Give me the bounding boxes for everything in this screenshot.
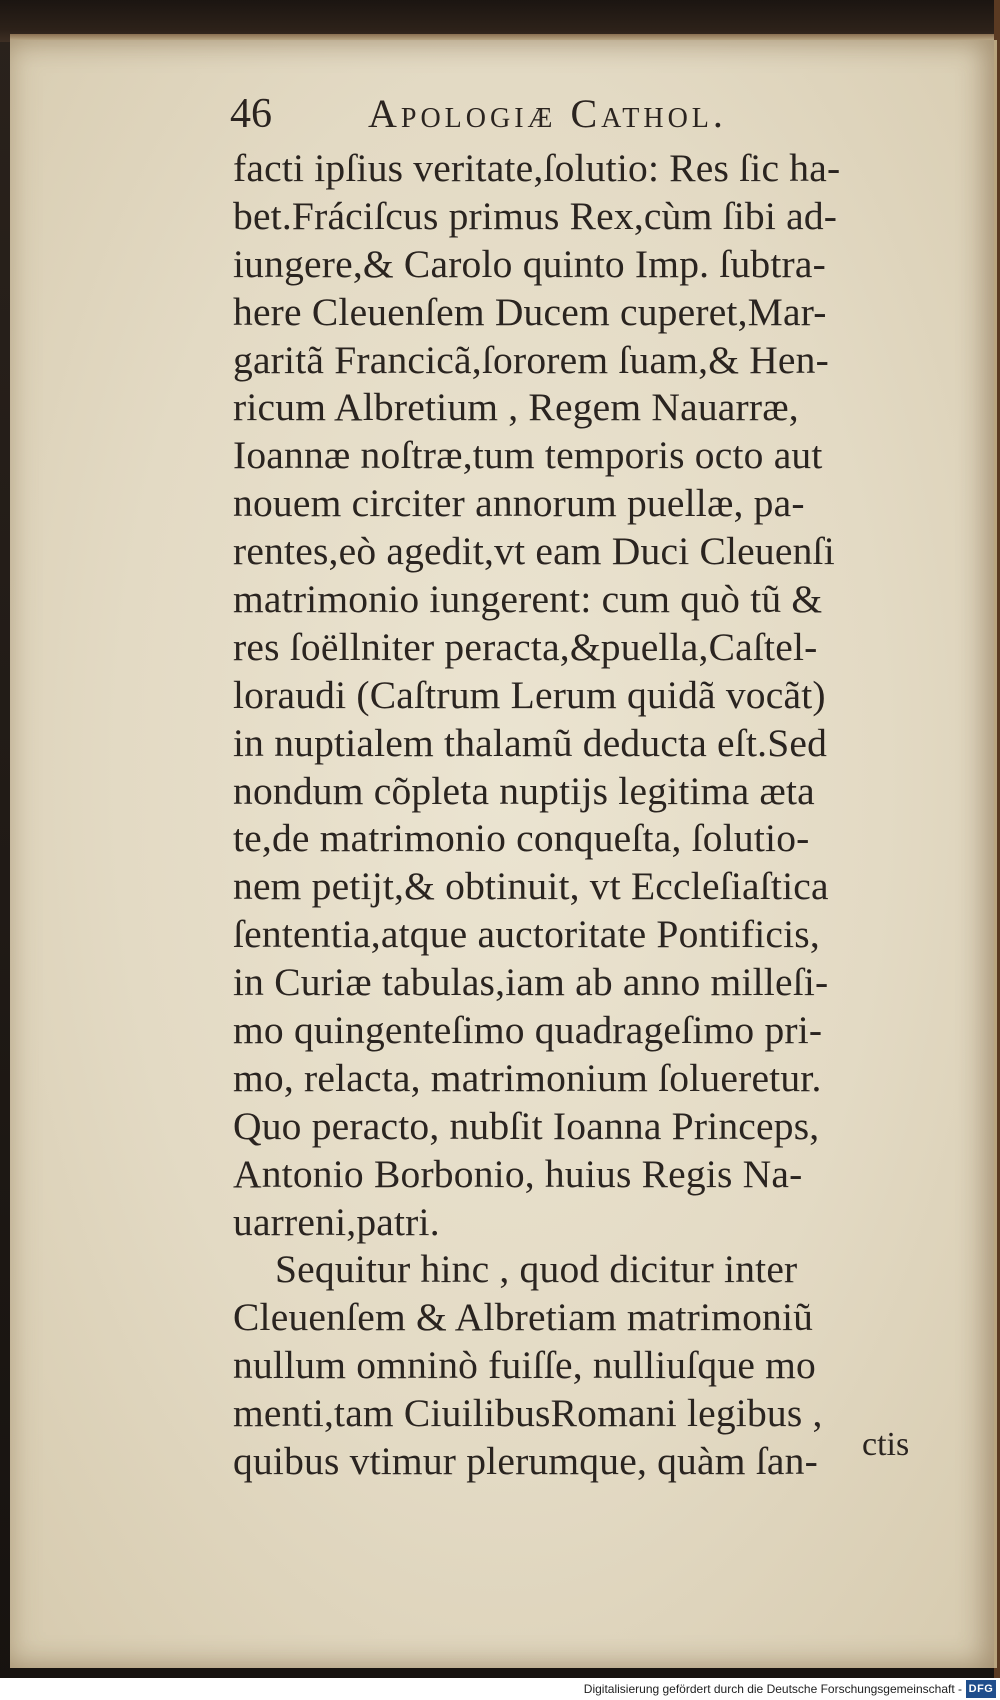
text-line: Cleuenſem & Albretiam matrimoniũ: [233, 1295, 814, 1340]
body-text: [233, 145, 913, 1486]
text-line: quibus vtimur plerumque, quàm ſan-: [233, 1439, 818, 1484]
text-line: mo quingenteſimo quadrageſimo pri-: [233, 1008, 823, 1053]
page-number: 46: [230, 91, 272, 137]
running-head: [230, 88, 910, 140]
running-title: Apologiæ Cathol.: [368, 91, 727, 136]
text-line: in nuptialem thalamũ deducta eſt.Sed: [233, 720, 828, 765]
text-line: Ioannæ noſtræ,tum temporis octo aut: [233, 433, 823, 478]
catchword: ctis: [862, 1426, 910, 1463]
text-line: nullum omninò fuiſſe, nulliuſque mo: [233, 1343, 817, 1388]
text-line: Sequitur hinc , quod dicitur inter: [275, 1247, 798, 1292]
text-line: te,de matrimonio conqueſta, ſolutio-: [233, 816, 810, 861]
footer-bar: [0, 1678, 1000, 1700]
text-line: matrimonio iungerent: cum quò tũ &: [233, 577, 823, 622]
text-line: iungere,& Carolo quinto Imp. ſubtra-: [233, 241, 826, 286]
text-line: nem petijt,& obtinuit, vt Eccleſiaſtica: [233, 864, 829, 909]
text-line: Antonio Borbonio, huius Regis Na-: [233, 1151, 803, 1196]
text-line: res ſoëllniter peracta,&puella,Caſtel-: [233, 624, 818, 669]
text-line: facti ipſius veritate,ſolutio: Res ſic ha-: [233, 146, 841, 190]
dfg-logo: DFG: [966, 1680, 996, 1698]
text-line: ſententia,atque auctoritate Pontificis,: [233, 912, 820, 957]
text-line: nouem circiter annorum puellæ, pa-: [233, 481, 805, 526]
text-line: nondum cõpleta nuptijs legitima æta: [233, 768, 815, 813]
text-line: bet.Fráciſcus primus Rex,cùm ſibi ad-: [233, 193, 838, 238]
text-line: in Curiæ tabulas,iam ab anno milleſi-: [233, 960, 829, 1005]
text-line: here Cleuenſem Ducem cuperet,Mar-: [233, 289, 827, 334]
text-line: mo, relacta, matrimonium ſolueretur.: [233, 1055, 822, 1100]
text-line: Quo peracto, nubſit Ioanna Princeps,: [233, 1103, 820, 1148]
text-line: uarreni,patri.: [233, 1199, 440, 1244]
text-line: garitã Francicã,ſororem ſuam,& Hen-: [233, 337, 829, 382]
text-line: ricum Albretium , Regem Nauarræ,: [233, 385, 799, 430]
text-line: rentes,eò agedit,vt eam Duci Cleuenſi: [233, 529, 835, 574]
text-line: menti,tam CiuilibusRomani legibus ,: [233, 1391, 823, 1436]
funding-credit: Digitalisierung gefördert durch die Deutsche Forschungsgemeinschaft -: [583, 1682, 962, 1696]
text-line: loraudi (Caſtrum Lerum quidã vocãt): [233, 672, 826, 717]
